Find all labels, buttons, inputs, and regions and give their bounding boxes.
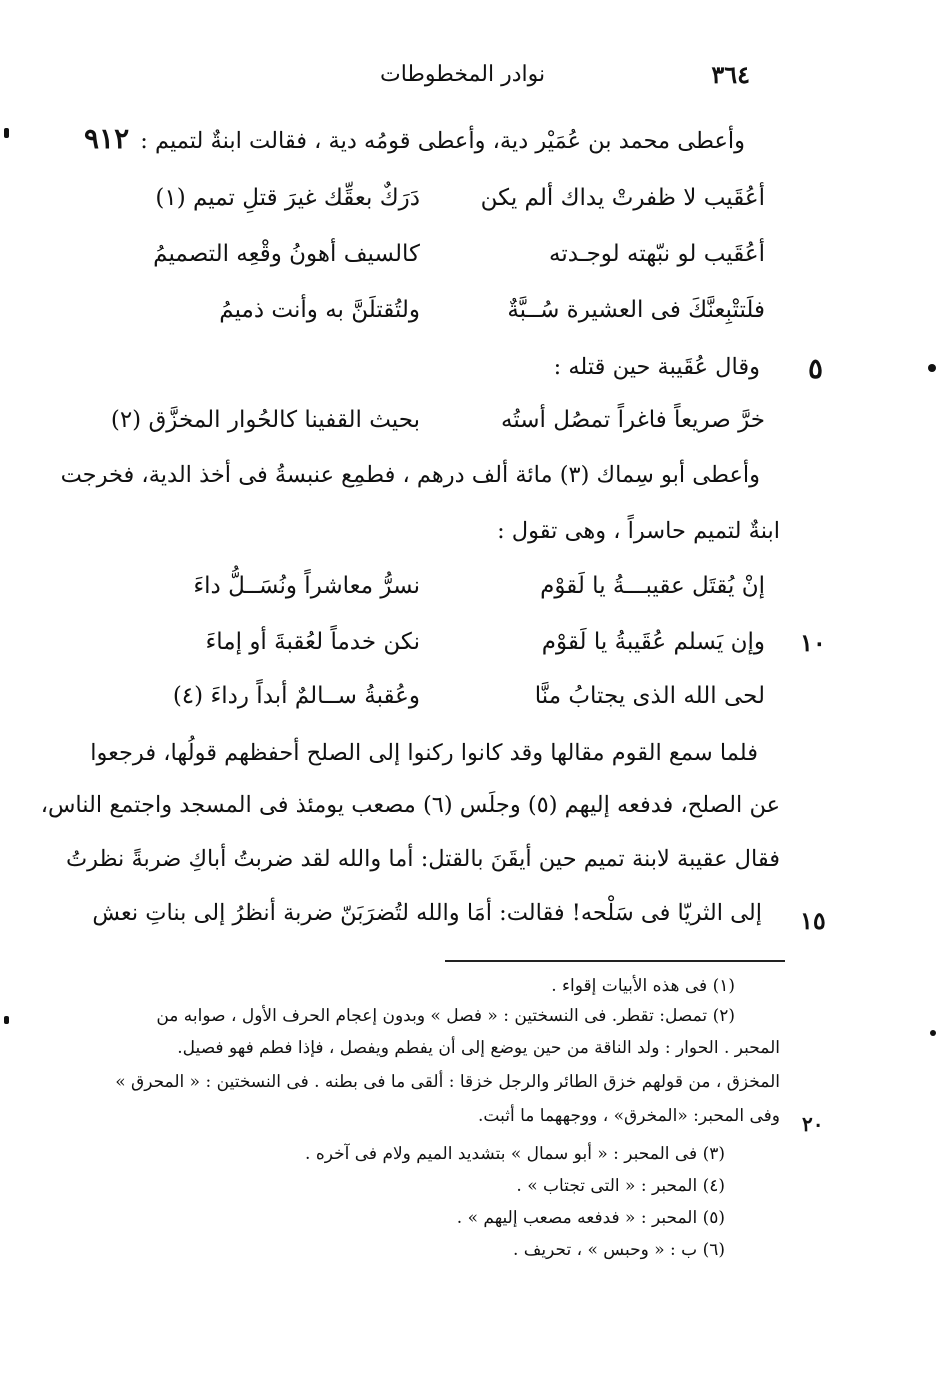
footnote-line: وفى المحبر: «المخرق» ، ووجههما ما أثبت.: [477, 1106, 780, 1126]
verse-second-hemistich: كالسيف أهونُ وقْعِه التصميمُ: [153, 241, 420, 267]
verse-second-hemistich: وعُقبةُ ســالمٌ أبداً رداءَ (٤): [172, 683, 420, 709]
left-edge-mark-top: [4, 128, 9, 138]
verse-first-hemistich: فلَتتْبِعنَّكَ فى العشيرة سُــبَّةٌ: [507, 297, 765, 323]
verse-row: [120, 676, 765, 716]
running-title: نوادر المخطوطات: [380, 62, 546, 87]
prose-line: فقال عقيبة لابنة تميم حين أيقَنَ بالقتل: أما والله لقد ضربتُ أباكِ ضربةً نظرتُ: [65, 846, 780, 872]
intro-line: وأعطى محمد بن عُمَيْر دية، وأعطى قومُه دية ، فقالت ابنةٌ لتميم :: [140, 128, 745, 154]
verse-first-hemistich: خرَّ صريعاً فاغراً تمصُل أستُه: [501, 407, 765, 433]
left-edge-mark-mid: [4, 1016, 9, 1024]
line-marker-20: ٢٠: [802, 1112, 824, 1136]
verse-second-hemistich: نكن خدماً لعُقبةَ أو إماءَ: [205, 629, 420, 655]
verse-second-hemistich: بحيث القفينا كالحُوار المخزَّق (٢): [110, 407, 420, 433]
footnote-line: (٤) المحبر : « التى تجتاب » .: [516, 1176, 725, 1196]
verse-second-hemistich: ولتُقتلَنَّ به وأنت ذميمُ: [219, 297, 420, 323]
right-edge-mark-2: [930, 1030, 936, 1036]
narration-line: وقال عُقَيبة حين قتله :: [553, 354, 760, 380]
verse-first-hemistich: أعُقَيب لو نبّهته لوجـدته: [549, 241, 765, 267]
verse-first-hemistich: إنْ يُقتَل عقيبـــةُ يا لَقوْم: [540, 573, 765, 599]
verse-row: [120, 622, 765, 662]
line-marker-15: ١٥: [800, 906, 826, 935]
verse-second-hemistich: نسرُّ معاشراً ونُسَــلُّ داءَ: [193, 573, 420, 599]
line-marker-5: ٥: [808, 352, 824, 385]
verse-first-hemistich: أعُقَيب لا ظفرتْ يداك ألم يكن: [480, 185, 765, 211]
footnote-line: (٥) المحبر : « فدفعه مصعب إليهم » .: [456, 1208, 725, 1228]
footnote-line: (١) فى هذه الأبيات إقواء .: [551, 976, 735, 996]
footnote-line: (٦) ب : « وحبس » ، تحريف .: [512, 1240, 725, 1260]
verse-first-hemistich: لحى الله الذى يجتابُ منَّا: [534, 683, 765, 709]
prose-line: إلى الثريّا فى سَلْحه! فقالت: أمَا والله لتُضرَبَنّ ضربة أنظرُ إلى بناتِ نعش: [92, 900, 762, 926]
verse-row: [120, 566, 765, 606]
footnote-line: (٣) فى المحبر : « أبو سمال » بتشديد الميم ولام فى آخره .: [305, 1144, 725, 1164]
footnote-rule: [445, 960, 785, 962]
prose-line: عن الصلح، فدفعه إليهم (٥) وجلَس (٦) مصعب يومئذ فى المسجد واجتمع الناس،: [40, 792, 780, 818]
right-edge-mark-1: [928, 364, 936, 372]
verse-row: [120, 290, 765, 330]
line-marker-10: ١٠: [800, 628, 826, 657]
prose-line: فلما سمع القوم مقالها وقد كانوا ركنوا إلى الصلح أحفظهم قولُها، فرجعوا: [90, 740, 758, 766]
verse-first-hemistich: وإن يَسلم عُقَيبةُ يا لَقوْم: [541, 629, 765, 655]
footnote-line: (٢) تمصل: تقطر. فى النسختين : « فصل » وبدون إعجام الحرف الأول ، صوابه من: [156, 1006, 735, 1026]
verse-row: [110, 400, 765, 440]
footnote-line: المحبر . الحوار : ولد الناقة من حين يوضع إلى أن يفطم ويفصل ، فإذا فطم فهو فصيل.: [177, 1038, 780, 1058]
verse-row: [120, 178, 765, 218]
verse-row: [120, 234, 765, 274]
prose-line: وأعطى أبو سِماك (٣) مائة ألف درهم ، فطمِع عنبسةُ فى أخذ الدية، فخرجت: [60, 462, 760, 488]
margin-number: ٩١٢: [84, 122, 130, 155]
verse-second-hemistich: دَرَكٌ بعقِّك غيرَ قتلِ تميم (١): [155, 185, 420, 211]
prose-line: ابنةٌ لتميم حاسراً ، وهى تقول :: [497, 518, 780, 544]
footnote-line: المخزق ، من قولهم خزق الطائر والرجل خزقا : ألقى ما فى بطنه . فى النسختين : « المحرق »: [115, 1072, 780, 1092]
page-number: ٣٦٤: [711, 60, 750, 89]
